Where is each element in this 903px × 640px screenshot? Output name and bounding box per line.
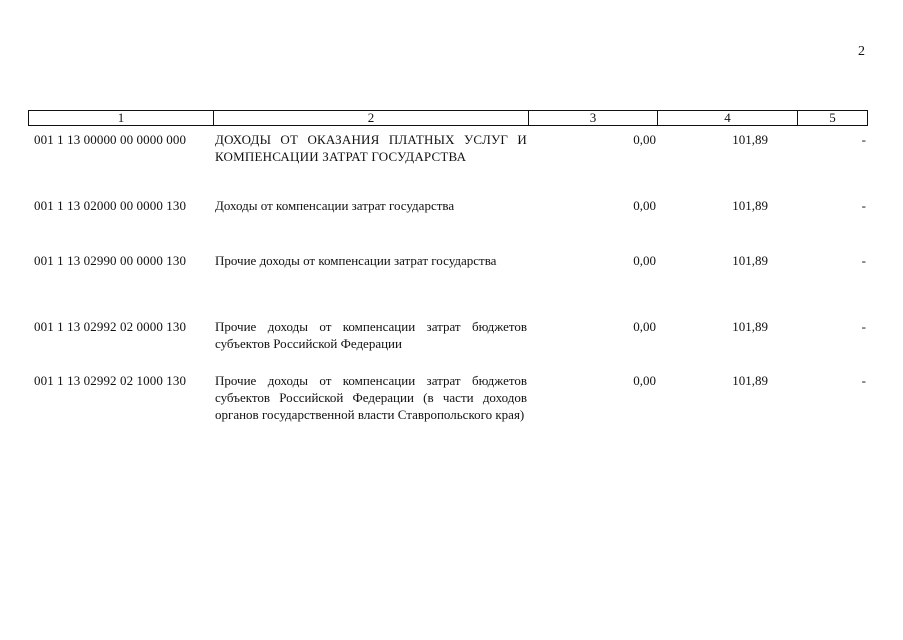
header-col-3: 3 — [528, 111, 657, 125]
value-col-3: 0,00 — [633, 198, 656, 213]
value-col-4: 101,89 — [732, 198, 768, 213]
value-col-4: 101,89 — [732, 132, 768, 147]
value-col-5: - — [861, 319, 866, 334]
header-col-5: 5 — [797, 111, 867, 125]
value-col-5: - — [861, 132, 866, 147]
income-name: Прочие доходы от компенсации затрат бюджетов субъектов Российской Федерации — [215, 319, 527, 351]
header-col-4: 4 — [657, 111, 797, 125]
income-name: Прочие доходы от компенсации затрат бюджетов субъектов Российской Федерации (в части доходов органов государственной власти Ставропольского края) — [215, 373, 527, 422]
income-code: 001 1 13 00000 00 0000 000 — [34, 132, 187, 147]
income-code: 001 1 13 02992 02 0000 130 — [34, 319, 187, 334]
page-number: 2 — [858, 44, 865, 59]
value-col-5: - — [861, 253, 866, 268]
value-col-5: - — [861, 198, 866, 213]
header-col-2: 2 — [213, 111, 528, 125]
value-col-3: 0,00 — [633, 373, 656, 388]
income-code: 001 1 13 02990 00 0000 130 — [34, 253, 187, 268]
value-col-3: 0,00 — [633, 319, 656, 334]
table-header-row — [28, 110, 868, 126]
income-code: 001 1 13 02000 00 0000 130 — [34, 198, 187, 213]
value-col-4: 101,89 — [732, 373, 768, 388]
income-name: ДОХОДЫ ОТ ОКАЗАНИЯ ПЛАТНЫХ УСЛУГ И КОМПЕНСАЦИИ ЗАТРАТ ГОСУДАРСТВА — [215, 132, 527, 164]
header-col-1: 1 — [117, 110, 125, 125]
value-col-3: 0,00 — [633, 253, 656, 268]
value-col-4: 101,89 — [732, 253, 768, 268]
value-col-4: 101,89 — [732, 319, 768, 334]
income-name: Прочие доходы от компенсации затрат государства — [215, 253, 497, 268]
income-name: Доходы от компенсации затрат государства — [215, 198, 455, 213]
income-code: 001 1 13 02992 02 1000 130 — [34, 373, 187, 388]
value-col-5: - — [861, 373, 866, 388]
value-col-3: 0,00 — [633, 132, 656, 147]
